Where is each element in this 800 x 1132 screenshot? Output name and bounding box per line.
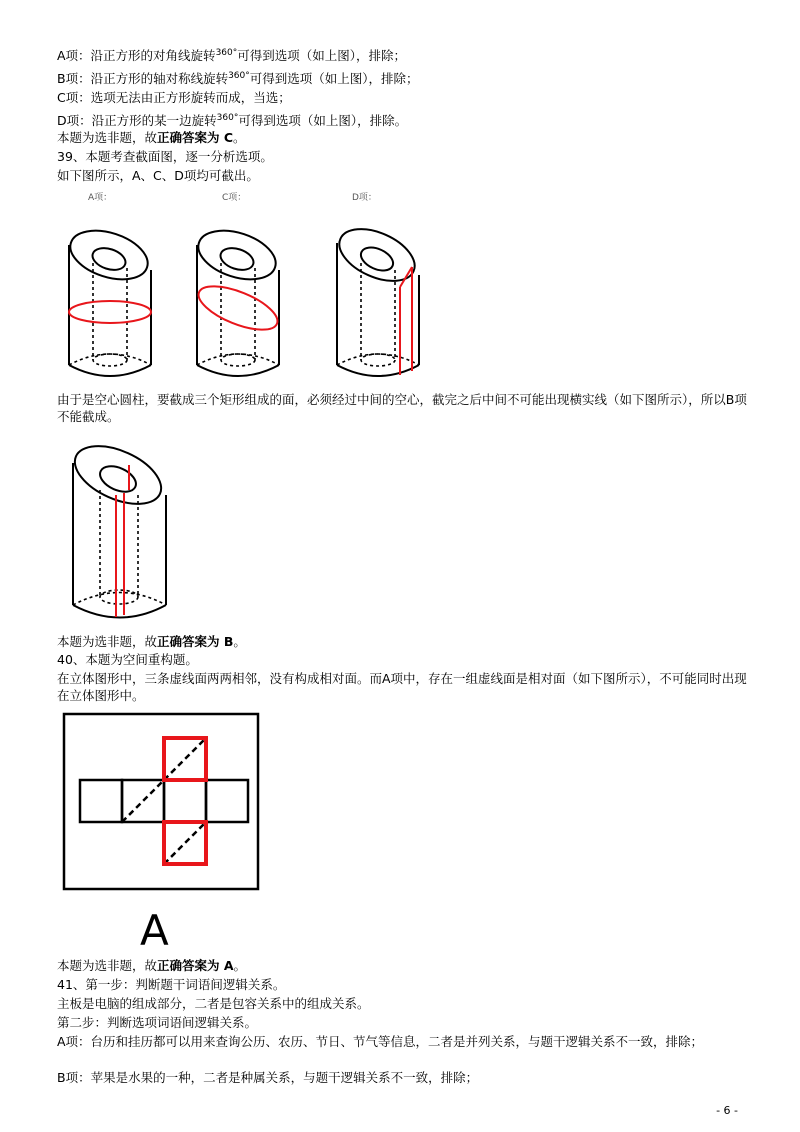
option-a-line: A项：沿正方形的对角线旋转$^{360^\circ}$可得到选项（如上图），排除； bbox=[57, 48, 407, 64]
cube-net-figure bbox=[62, 712, 262, 902]
page-number: - 6 - bbox=[716, 1104, 738, 1117]
question-40-title: 40、本题为空间重构题。 bbox=[57, 652, 198, 667]
answer-39: 本题为选非题，故正确答案为 B。 bbox=[57, 634, 246, 649]
question-41-option-b: B项：苹果是水果的一种，二者是种属关系，与题干逻辑关系不一致，排除； bbox=[57, 1070, 479, 1085]
option-b-explanation: 由于是空心圆柱，要截成三个矩形组成的面，必须经过中间的空心，截完之后中间不可能出现横实线（如下图所示），所以B项不能截成。 bbox=[57, 392, 747, 424]
hollow-cylinder-b-figure bbox=[66, 445, 186, 625]
figure-label-d: D项： bbox=[352, 193, 377, 203]
question-41-line-3: 第二步：判断选项词语间逻辑关系。 bbox=[57, 1015, 258, 1030]
figure-label-a: A项： bbox=[88, 193, 113, 203]
question-40-explanation: 在立体图形中，三条虚线面两两相邻，没有构成相对面。而A项中，存在一组虚线面是相对面（如下图所示），不可能同时出现在立体图形中。 bbox=[57, 671, 747, 703]
question-41-option-a: A项：台历和挂历都可以用来查询公历、农历、节日、节气等信息，二者是并列关系，与题干逻辑关系不一致，排除； bbox=[57, 1034, 704, 1049]
option-d-line: D项：沿正方形的某一边旋转$^{360^\circ}$可得到选项（如上图），排除。 bbox=[57, 113, 408, 129]
figure-39-intro: 如下图所示，A、C、D项均可截出。 bbox=[57, 168, 259, 183]
figure-label-c: C项： bbox=[222, 193, 247, 203]
option-c-line: C项：选项无法由正方形旋转而成，当选； bbox=[57, 90, 291, 105]
question-41-line-2: 主板是电脑的组成部分，二者是包容关系中的组成关系。 bbox=[57, 996, 370, 1011]
question-39-title: 39、本题考查截面图，逐一分析选项。 bbox=[57, 149, 273, 164]
hollow-cylinder-d-figure bbox=[332, 225, 442, 385]
hollow-cylinder-c-figure bbox=[192, 225, 302, 385]
answer-38: 本题为选非题，故正确答案为 C。 bbox=[57, 130, 246, 145]
question-41-title: 41、第一步：判断题干词语间逻辑关系。 bbox=[57, 977, 286, 992]
answer-40: 本题为选非题，故正确答案为 A。 bbox=[57, 958, 247, 973]
hollow-cylinder-a-figure bbox=[64, 225, 174, 385]
figure-40-label: A bbox=[140, 906, 169, 955]
option-b-line: B项：沿正方形的轴对称线旋转$^{360^\circ}$可得到选项（如上图），排除； bbox=[57, 71, 419, 87]
